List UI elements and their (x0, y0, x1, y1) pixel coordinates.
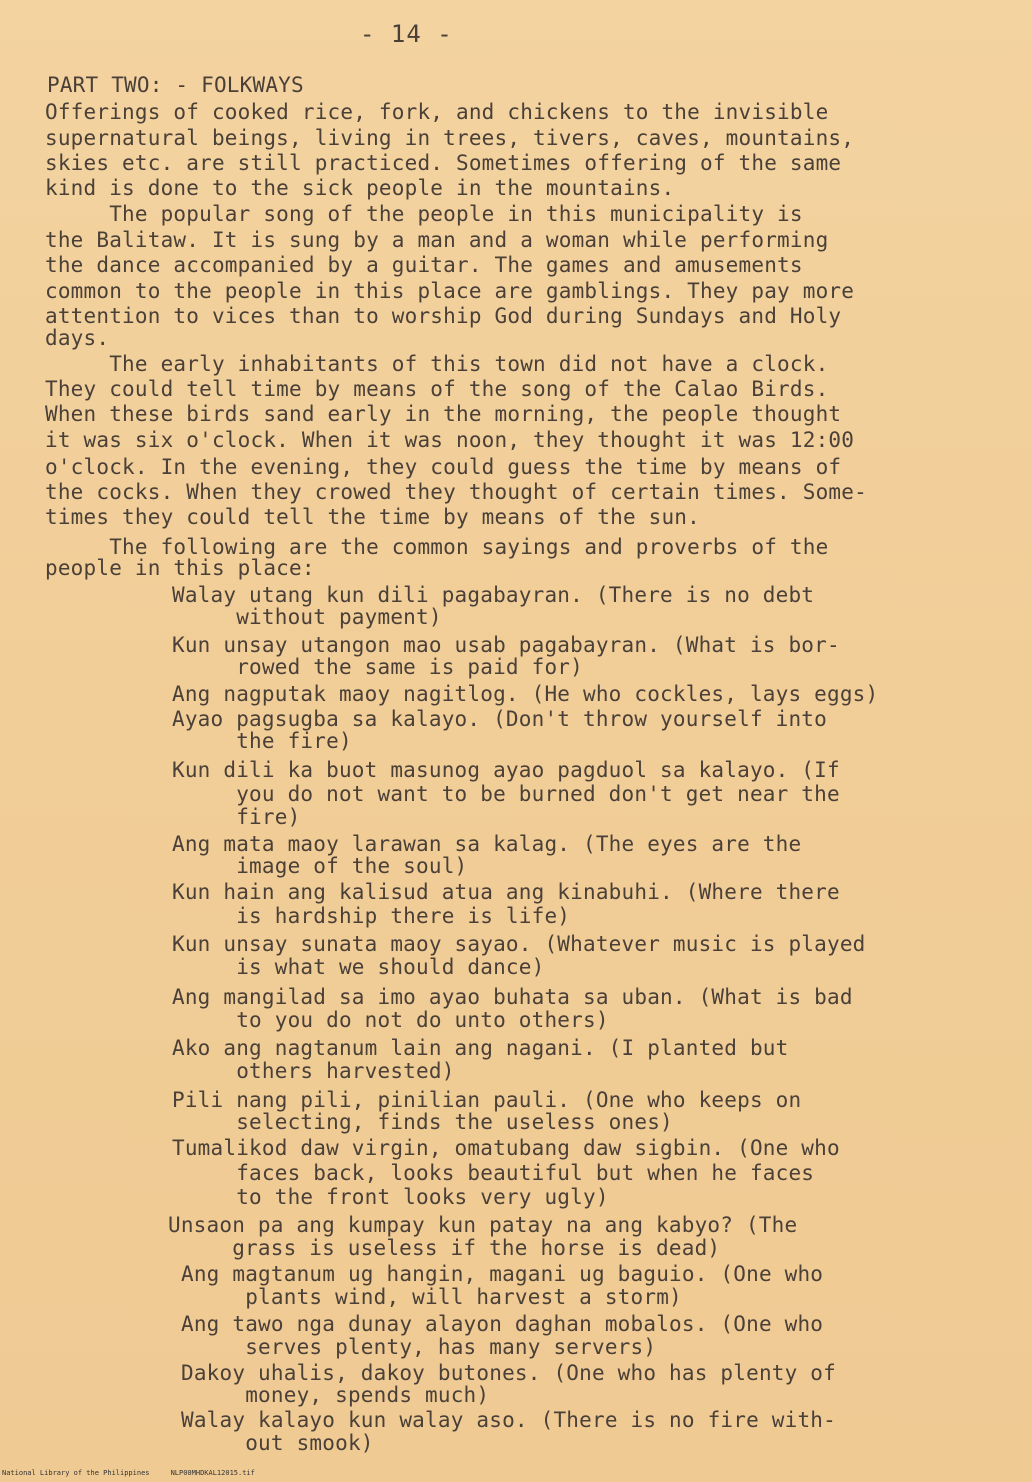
proverb-line: money, spends much) (181, 1383, 490, 1407)
proverb-line: faces back, looks beautiful but when he faces (172, 1161, 815, 1185)
body-line: The early inhabitants of this town did not have a clock. (45, 352, 829, 376)
body-line: times they could tell the time by means of the sun. (45, 505, 700, 529)
body-line: They could tell time by means of the song of the Calao Birds. (45, 377, 829, 401)
body-line: kind is done to the sick people in the mountains. (45, 176, 675, 200)
proverb-line: is hardship there is life) (172, 904, 571, 928)
proverb-line: you do not want to be burned don't get near the (172, 782, 840, 806)
proverb-line: selecting, finds the useless ones) (172, 1110, 673, 1134)
proverb-line: to you do not do unto others) (172, 1008, 609, 1032)
proverb-line: image of the soul) (172, 854, 468, 878)
proverb-line: to the front looks very ugly) (172, 1185, 609, 1209)
section-heading: PART TWO: - FOLKWAYS (47, 73, 304, 97)
body-line: attention to vices than to worship God during Sundays and Holy (45, 304, 842, 328)
body-line: people in this place: (45, 556, 315, 580)
archive-footer: National Library of the Philippines NLP00MHDKAL12015.tif (2, 1469, 255, 1477)
body-line: When these birds sand early in the morning, the people thought (45, 402, 842, 426)
proverb-line: Kun dili ka buot masunog ayao pagduol sa kalayo. (If (172, 758, 840, 782)
body-line: the cocks. When they crowed they thought of certain times. Some- (45, 480, 867, 504)
proverb-line: others harvested) (172, 1059, 455, 1083)
proverb-line: Ang tawo nga dunay alayon daghan mobalos. (One who (181, 1312, 824, 1336)
proverb-line: Ang mangilad sa imo ayao buhata sa uban. (What is bad (172, 985, 853, 1009)
proverb-line: Ayao pagsugba sa kalayo. (Don't throw yourself into (172, 707, 827, 731)
proverb-line: Ang mata maoy larawan sa kalag. (The eyes are the (172, 832, 802, 856)
body-line: days. (45, 326, 110, 350)
body-line: it was six o'clock. When it was noon, they thought it was 12:00 (45, 428, 855, 452)
proverb-line: Ako ang nagtanum lain ang nagani. (I planted but (172, 1036, 789, 1060)
body-line: The popular song of the people in this municipality is (45, 202, 803, 226)
proverb-line: without payment) (172, 605, 442, 629)
proverb-line: Unsaon pa ang kumpay kun patay na ang kabyo? (The (168, 1213, 798, 1237)
proverb-line: Dakoy uhalis, dakoy butones. (One who has plenty of (181, 1361, 836, 1385)
proverb-line: rowed the same is paid for) (172, 655, 583, 679)
proverb-line: Kun unsay utangon mao usab pagabayran. (What is bor- (172, 633, 840, 657)
body-line: supernatural beings, living in trees, tivers, caves, mountains, (45, 126, 855, 150)
proverb-line: Walay kalayo kun walay aso. (There is no fire with- (181, 1408, 836, 1432)
proverb-line: Pili nang pili, pinilian pauli. (One who keeps on (172, 1088, 802, 1112)
proverb-line: the fire) (172, 729, 352, 753)
proverb-line: fire) (172, 805, 301, 829)
body-line: The following are the common sayings and proverbs of the (45, 535, 829, 559)
body-line: o'clock. In the evening, they could guess the time by means of (45, 455, 842, 479)
proverb-line: Ang nagputak maoy nagitlog. (He who cockles, lays eggs) (172, 682, 879, 706)
body-line: skies etc. are still practiced. Sometimes offering of the same (45, 151, 842, 175)
proverb-line: plants wind, will harvest a storm) (181, 1285, 682, 1309)
body-line: the Balitaw. It is sung by a man and a woman while performing (45, 228, 829, 252)
proverb-line: Kun unsay sunata maoy sayao. (Whatever music is played (172, 932, 866, 956)
proverb-line: is what we should dance) (172, 955, 545, 979)
proverb-line: Tumalikod daw virgin, omatubang daw sigbin. (One who (172, 1136, 840, 1160)
body-line: Offerings of cooked rice, fork, and chickens to the invisible (45, 100, 829, 124)
proverb-line: Ang magtanum ug hangin, magani ug baguio. (One who (181, 1262, 824, 1286)
proverb-line: serves plenty, has many servers) (181, 1335, 657, 1359)
body-line: common to the people in this place are gamblings. They pay more (45, 279, 855, 303)
proverb-line: Kun hain ang kalisud atua ang kinabuhi. (Where there (172, 880, 840, 904)
body-line: the dance accompanied by a guitar. The games and amusements (45, 253, 803, 277)
proverb-line: out smook) (181, 1431, 374, 1455)
proverb-line: Walay utang kun dili pagabayran. (There is no debt (172, 583, 815, 607)
proverb-line: grass is useless if the horse is dead) (168, 1236, 721, 1260)
page-number: - 14 - (360, 20, 453, 48)
